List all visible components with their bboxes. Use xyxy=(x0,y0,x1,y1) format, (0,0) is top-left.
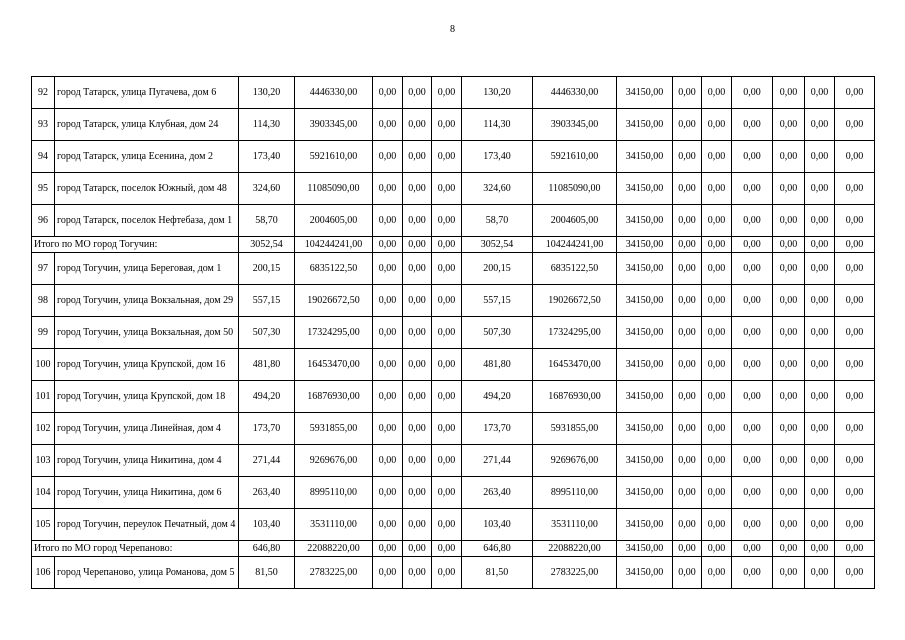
value-cell: 0,00 xyxy=(773,509,805,541)
value-cell: 557,15 xyxy=(239,285,295,317)
value-cell: 0,00 xyxy=(732,285,773,317)
value-cell: 58,70 xyxy=(462,205,533,237)
table-row xyxy=(32,477,875,509)
value-cell: 200,15 xyxy=(462,253,533,285)
value-cell: 34150,00 xyxy=(617,109,673,141)
value-cell: 0,00 xyxy=(773,541,805,557)
value-cell: 34150,00 xyxy=(617,557,673,589)
value-cell: 200,15 xyxy=(239,253,295,285)
value-cell: 0,00 xyxy=(773,349,805,381)
table-row xyxy=(32,253,875,285)
value-cell: 0,00 xyxy=(673,77,702,109)
value-cell: 507,30 xyxy=(462,317,533,349)
value-cell: 0,00 xyxy=(702,413,732,445)
value-cell: 481,80 xyxy=(239,349,295,381)
value-cell: 0,00 xyxy=(403,109,432,141)
value-cell: 0,00 xyxy=(773,317,805,349)
registry-table xyxy=(31,76,875,589)
value-cell: 104244241,00 xyxy=(295,237,373,253)
value-cell: 0,00 xyxy=(432,413,462,445)
value-cell: 0,00 xyxy=(773,557,805,589)
row-number: 102 xyxy=(32,413,55,445)
address-cell: город Тогучин, улица Береговая, дом 1 xyxy=(55,253,239,285)
value-cell: 0,00 xyxy=(835,253,875,285)
address-cell: город Тогучин, улица Крупской, дом 18 xyxy=(55,381,239,413)
value-cell: 0,00 xyxy=(805,205,835,237)
row-number: 97 xyxy=(32,253,55,285)
value-cell: 0,00 xyxy=(805,381,835,413)
value-cell: 2004605,00 xyxy=(295,205,373,237)
value-cell: 0,00 xyxy=(835,237,875,253)
value-cell: 0,00 xyxy=(732,557,773,589)
value-cell: 263,40 xyxy=(239,477,295,509)
value-cell: 0,00 xyxy=(702,541,732,557)
value-cell: 0,00 xyxy=(773,477,805,509)
value-cell: 0,00 xyxy=(673,237,702,253)
value-cell: 0,00 xyxy=(673,173,702,205)
value-cell: 0,00 xyxy=(835,317,875,349)
value-cell: 0,00 xyxy=(835,445,875,477)
value-cell: 0,00 xyxy=(432,477,462,509)
value-cell: 0,00 xyxy=(805,173,835,205)
value-cell: 0,00 xyxy=(432,77,462,109)
value-cell: 0,00 xyxy=(835,173,875,205)
value-cell: 173,70 xyxy=(462,413,533,445)
value-cell: 0,00 xyxy=(702,477,732,509)
value-cell: 0,00 xyxy=(732,445,773,477)
value-cell: 5921610,00 xyxy=(295,141,373,173)
table-row xyxy=(32,141,875,173)
address-cell: город Тогучин, улица Крупской, дом 16 xyxy=(55,349,239,381)
value-cell: 4446330,00 xyxy=(533,77,617,109)
value-cell: 0,00 xyxy=(673,477,702,509)
total-label: Итого по МО город Тогучин: xyxy=(32,237,239,253)
value-cell: 16453470,00 xyxy=(533,349,617,381)
value-cell: 0,00 xyxy=(835,557,875,589)
value-cell: 3903345,00 xyxy=(295,109,373,141)
value-cell: 0,00 xyxy=(403,205,432,237)
value-cell: 0,00 xyxy=(702,509,732,541)
value-cell: 34150,00 xyxy=(617,253,673,285)
value-cell: 0,00 xyxy=(673,413,702,445)
value-cell: 0,00 xyxy=(403,173,432,205)
value-cell: 324,60 xyxy=(239,173,295,205)
value-cell: 0,00 xyxy=(732,541,773,557)
value-cell: 0,00 xyxy=(673,349,702,381)
table-row xyxy=(32,381,875,413)
value-cell: 0,00 xyxy=(373,285,403,317)
value-cell: 2783225,00 xyxy=(533,557,617,589)
row-number: 99 xyxy=(32,317,55,349)
value-cell: 0,00 xyxy=(673,205,702,237)
address-cell: город Тогучин, улица Линейная, дом 4 xyxy=(55,413,239,445)
value-cell: 263,40 xyxy=(462,477,533,509)
address-cell: город Тогучин, улица Вокзальная, дом 29 xyxy=(55,285,239,317)
table-row xyxy=(32,509,875,541)
value-cell: 0,00 xyxy=(373,413,403,445)
value-cell: 0,00 xyxy=(805,285,835,317)
total-label: Итого по МО город Черепаново: xyxy=(32,541,239,557)
value-cell: 0,00 xyxy=(373,109,403,141)
value-cell: 0,00 xyxy=(432,317,462,349)
value-cell: 0,00 xyxy=(805,477,835,509)
value-cell: 0,00 xyxy=(432,253,462,285)
value-cell: 0,00 xyxy=(673,317,702,349)
value-cell: 103,40 xyxy=(462,509,533,541)
value-cell: 0,00 xyxy=(373,77,403,109)
value-cell: 34150,00 xyxy=(617,317,673,349)
value-cell: 0,00 xyxy=(403,413,432,445)
value-cell: 0,00 xyxy=(432,349,462,381)
value-cell: 81,50 xyxy=(462,557,533,589)
value-cell: 0,00 xyxy=(373,557,403,589)
value-cell: 494,20 xyxy=(462,381,533,413)
value-cell: 494,20 xyxy=(239,381,295,413)
value-cell: 173,40 xyxy=(462,141,533,173)
row-number: 103 xyxy=(32,445,55,477)
value-cell: 104244241,00 xyxy=(533,237,617,253)
value-cell: 3052,54 xyxy=(239,237,295,253)
value-cell: 11085090,00 xyxy=(295,173,373,205)
value-cell: 6835122,50 xyxy=(295,253,373,285)
value-cell: 0,00 xyxy=(403,77,432,109)
value-cell: 0,00 xyxy=(673,285,702,317)
value-cell: 34150,00 xyxy=(617,237,673,253)
value-cell: 0,00 xyxy=(773,141,805,173)
value-cell: 0,00 xyxy=(835,413,875,445)
value-cell: 0,00 xyxy=(835,77,875,109)
value-cell: 114,30 xyxy=(239,109,295,141)
value-cell: 0,00 xyxy=(373,237,403,253)
value-cell: 0,00 xyxy=(673,141,702,173)
row-number: 98 xyxy=(32,285,55,317)
value-cell: 0,00 xyxy=(773,77,805,109)
value-cell: 9269676,00 xyxy=(533,445,617,477)
value-cell: 0,00 xyxy=(432,141,462,173)
value-cell: 0,00 xyxy=(805,77,835,109)
value-cell: 0,00 xyxy=(732,237,773,253)
value-cell: 4446330,00 xyxy=(295,77,373,109)
table-row xyxy=(32,317,875,349)
value-cell: 0,00 xyxy=(835,109,875,141)
value-cell: 0,00 xyxy=(702,205,732,237)
value-cell: 0,00 xyxy=(805,541,835,557)
table-row xyxy=(32,349,875,381)
value-cell: 0,00 xyxy=(773,381,805,413)
value-cell: 0,00 xyxy=(835,285,875,317)
value-cell: 19026672,50 xyxy=(295,285,373,317)
value-cell: 0,00 xyxy=(835,477,875,509)
value-cell: 0,00 xyxy=(403,381,432,413)
value-cell: 16876930,00 xyxy=(533,381,617,413)
value-cell: 0,00 xyxy=(373,477,403,509)
value-cell: 0,00 xyxy=(373,173,403,205)
table-row xyxy=(32,173,875,205)
value-cell: 0,00 xyxy=(702,173,732,205)
value-cell: 0,00 xyxy=(805,317,835,349)
value-cell: 3903345,00 xyxy=(533,109,617,141)
value-cell: 3052,54 xyxy=(462,237,533,253)
value-cell: 0,00 xyxy=(805,253,835,285)
value-cell: 0,00 xyxy=(805,349,835,381)
value-cell: 19026672,50 xyxy=(533,285,617,317)
value-cell: 0,00 xyxy=(702,557,732,589)
value-cell: 0,00 xyxy=(403,349,432,381)
value-cell: 0,00 xyxy=(805,413,835,445)
value-cell: 17324295,00 xyxy=(533,317,617,349)
table-row xyxy=(32,557,875,589)
value-cell: 0,00 xyxy=(835,381,875,413)
total-row xyxy=(32,237,875,253)
value-cell: 0,00 xyxy=(702,285,732,317)
value-cell: 16876930,00 xyxy=(295,381,373,413)
value-cell: 0,00 xyxy=(732,509,773,541)
value-cell: 34150,00 xyxy=(617,205,673,237)
value-cell: 0,00 xyxy=(835,541,875,557)
value-cell: 0,00 xyxy=(403,445,432,477)
value-cell: 271,44 xyxy=(462,445,533,477)
address-cell: город Татарск, поселок Нефтебаза, дом 1 xyxy=(55,205,239,237)
row-number: 105 xyxy=(32,509,55,541)
value-cell: 0,00 xyxy=(732,141,773,173)
value-cell: 130,20 xyxy=(239,77,295,109)
row-number: 92 xyxy=(32,77,55,109)
value-cell: 0,00 xyxy=(673,509,702,541)
value-cell: 2783225,00 xyxy=(295,557,373,589)
value-cell: 0,00 xyxy=(373,509,403,541)
value-cell: 0,00 xyxy=(732,77,773,109)
value-cell: 9269676,00 xyxy=(295,445,373,477)
value-cell: 0,00 xyxy=(403,141,432,173)
row-number: 96 xyxy=(32,205,55,237)
value-cell: 173,70 xyxy=(239,413,295,445)
value-cell: 0,00 xyxy=(773,445,805,477)
value-cell: 0,00 xyxy=(702,253,732,285)
address-cell: город Тогучин, улица Вокзальная, дом 50 xyxy=(55,317,239,349)
value-cell: 0,00 xyxy=(373,349,403,381)
value-cell: 0,00 xyxy=(702,445,732,477)
value-cell: 0,00 xyxy=(773,413,805,445)
row-number: 93 xyxy=(32,109,55,141)
value-cell: 0,00 xyxy=(805,509,835,541)
value-cell: 0,00 xyxy=(805,109,835,141)
value-cell: 0,00 xyxy=(805,557,835,589)
value-cell: 103,40 xyxy=(239,509,295,541)
value-cell: 0,00 xyxy=(673,253,702,285)
value-cell: 0,00 xyxy=(403,237,432,253)
value-cell: 0,00 xyxy=(403,477,432,509)
value-cell: 0,00 xyxy=(373,317,403,349)
value-cell: 0,00 xyxy=(732,413,773,445)
address-cell: город Тогучин, улица Никитина, дом 6 xyxy=(55,477,239,509)
value-cell: 114,30 xyxy=(462,109,533,141)
value-cell: 5921610,00 xyxy=(533,141,617,173)
value-cell: 0,00 xyxy=(403,509,432,541)
address-cell: город Тогучин, улица Никитина, дом 4 xyxy=(55,445,239,477)
value-cell: 0,00 xyxy=(732,349,773,381)
value-cell: 34150,00 xyxy=(617,173,673,205)
value-cell: 0,00 xyxy=(403,541,432,557)
value-cell: 34150,00 xyxy=(617,477,673,509)
value-cell: 0,00 xyxy=(732,317,773,349)
value-cell: 0,00 xyxy=(673,557,702,589)
value-cell: 0,00 xyxy=(432,381,462,413)
value-cell: 481,80 xyxy=(462,349,533,381)
value-cell: 8995110,00 xyxy=(533,477,617,509)
value-cell: 0,00 xyxy=(835,349,875,381)
table-row xyxy=(32,445,875,477)
value-cell: 0,00 xyxy=(373,541,403,557)
value-cell: 0,00 xyxy=(702,77,732,109)
address-cell: город Татарск, улица Клубная, дом 24 xyxy=(55,109,239,141)
value-cell: 16453470,00 xyxy=(295,349,373,381)
value-cell: 557,15 xyxy=(462,285,533,317)
row-number: 100 xyxy=(32,349,55,381)
table-row xyxy=(32,285,875,317)
value-cell: 0,00 xyxy=(432,173,462,205)
value-cell: 0,00 xyxy=(702,317,732,349)
value-cell: 0,00 xyxy=(773,205,805,237)
value-cell: 0,00 xyxy=(432,445,462,477)
page-number: 8 xyxy=(450,24,455,35)
value-cell: 0,00 xyxy=(403,317,432,349)
address-cell: город Татарск, улица Пугачева, дом 6 xyxy=(55,77,239,109)
value-cell: 0,00 xyxy=(835,205,875,237)
value-cell: 0,00 xyxy=(432,541,462,557)
value-cell: 0,00 xyxy=(835,509,875,541)
value-cell: 0,00 xyxy=(432,285,462,317)
value-cell: 11085090,00 xyxy=(533,173,617,205)
value-cell: 0,00 xyxy=(432,557,462,589)
value-cell: 0,00 xyxy=(373,253,403,285)
value-cell: 0,00 xyxy=(732,381,773,413)
value-cell: 0,00 xyxy=(773,285,805,317)
value-cell: 0,00 xyxy=(373,205,403,237)
table-row xyxy=(32,109,875,141)
value-cell: 0,00 xyxy=(702,109,732,141)
value-cell: 22088220,00 xyxy=(533,541,617,557)
row-number: 95 xyxy=(32,173,55,205)
value-cell: 0,00 xyxy=(373,141,403,173)
value-cell: 5931855,00 xyxy=(295,413,373,445)
value-cell: 0,00 xyxy=(773,173,805,205)
registry-body xyxy=(32,77,875,589)
value-cell: 0,00 xyxy=(432,205,462,237)
value-cell: 34150,00 xyxy=(617,285,673,317)
value-cell: 3531110,00 xyxy=(533,509,617,541)
value-cell: 0,00 xyxy=(673,541,702,557)
value-cell: 34150,00 xyxy=(617,77,673,109)
value-cell: 34150,00 xyxy=(617,381,673,413)
table-row xyxy=(32,205,875,237)
value-cell: 0,00 xyxy=(373,381,403,413)
value-cell: 0,00 xyxy=(773,109,805,141)
value-cell: 34150,00 xyxy=(617,141,673,173)
value-cell: 34150,00 xyxy=(617,541,673,557)
value-cell: 34150,00 xyxy=(617,413,673,445)
value-cell: 0,00 xyxy=(373,445,403,477)
value-cell: 58,70 xyxy=(239,205,295,237)
value-cell: 0,00 xyxy=(702,141,732,173)
address-cell: город Тогучин, переулок Печатный, дом 4 xyxy=(55,509,239,541)
value-cell: 3531110,00 xyxy=(295,509,373,541)
value-cell: 0,00 xyxy=(432,237,462,253)
value-cell: 130,20 xyxy=(462,77,533,109)
value-cell: 6835122,50 xyxy=(533,253,617,285)
value-cell: 0,00 xyxy=(432,109,462,141)
value-cell: 2004605,00 xyxy=(533,205,617,237)
value-cell: 173,40 xyxy=(239,141,295,173)
row-number: 101 xyxy=(32,381,55,413)
value-cell: 34150,00 xyxy=(617,509,673,541)
value-cell: 646,80 xyxy=(462,541,533,557)
value-cell: 0,00 xyxy=(732,109,773,141)
value-cell: 34150,00 xyxy=(617,349,673,381)
value-cell: 0,00 xyxy=(702,237,732,253)
value-cell: 0,00 xyxy=(673,381,702,413)
row-number: 104 xyxy=(32,477,55,509)
value-cell: 0,00 xyxy=(403,285,432,317)
table-row xyxy=(32,77,875,109)
value-cell: 0,00 xyxy=(673,109,702,141)
value-cell: 646,80 xyxy=(239,541,295,557)
value-cell: 17324295,00 xyxy=(295,317,373,349)
row-number: 106 xyxy=(32,557,55,589)
row-number: 94 xyxy=(32,141,55,173)
value-cell: 0,00 xyxy=(702,349,732,381)
total-row xyxy=(32,541,875,557)
value-cell: 507,30 xyxy=(239,317,295,349)
value-cell: 81,50 xyxy=(239,557,295,589)
value-cell: 324,60 xyxy=(462,173,533,205)
value-cell: 0,00 xyxy=(805,141,835,173)
value-cell: 0,00 xyxy=(773,237,805,253)
value-cell: 0,00 xyxy=(702,381,732,413)
value-cell: 0,00 xyxy=(732,253,773,285)
value-cell: 0,00 xyxy=(732,173,773,205)
value-cell: 271,44 xyxy=(239,445,295,477)
value-cell: 0,00 xyxy=(403,253,432,285)
value-cell: 0,00 xyxy=(732,205,773,237)
table-row xyxy=(32,413,875,445)
address-cell: город Черепаново, улица Романова, дом 5 xyxy=(55,557,239,589)
value-cell: 5931855,00 xyxy=(533,413,617,445)
value-cell: 0,00 xyxy=(773,253,805,285)
address-cell: город Татарск, поселок Южный, дом 48 xyxy=(55,173,239,205)
value-cell: 8995110,00 xyxy=(295,477,373,509)
value-cell: 0,00 xyxy=(403,557,432,589)
value-cell: 0,00 xyxy=(432,509,462,541)
value-cell: 0,00 xyxy=(835,141,875,173)
value-cell: 0,00 xyxy=(805,237,835,253)
value-cell: 0,00 xyxy=(805,445,835,477)
address-cell: город Татарск, улица Есенина, дом 2 xyxy=(55,141,239,173)
value-cell: 22088220,00 xyxy=(295,541,373,557)
value-cell: 0,00 xyxy=(732,477,773,509)
value-cell: 0,00 xyxy=(673,445,702,477)
value-cell: 34150,00 xyxy=(617,445,673,477)
